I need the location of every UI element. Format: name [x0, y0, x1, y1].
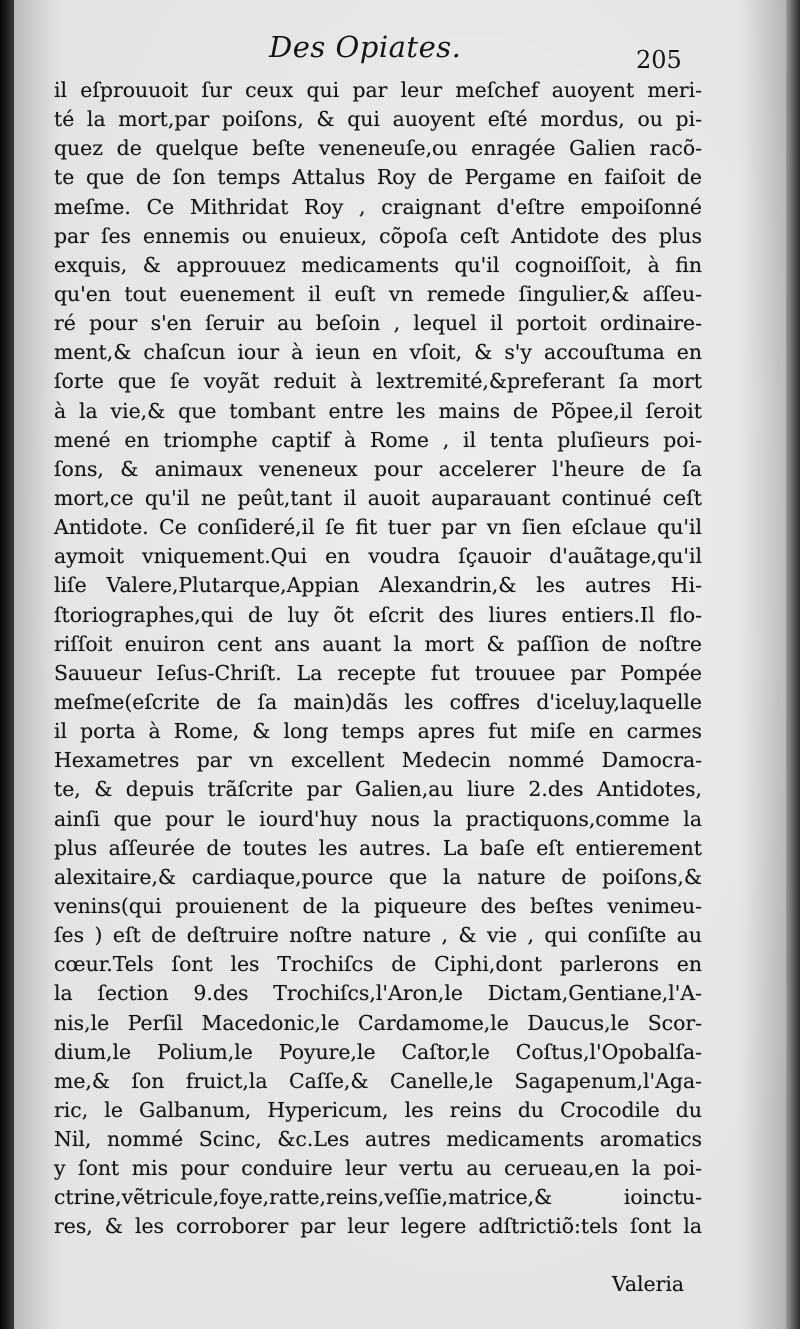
- text-line: cœur.Tels ſont les Trochiſcs de Ciphi,dont parlerons en: [54, 952, 702, 977]
- text-line: res, & les corroborer par leur legere adſtrictiõ:tels ſont la: [54, 1214, 702, 1239]
- text-line: ſons, & animaux veneneux pour accelerer l'heure de ſa: [54, 456, 702, 481]
- text-line: ſes ) eſt de deſtruire noſtre nature , & vie , qui conſiſte au: [54, 923, 702, 948]
- text-line: ainſi que pour le iourd'huy nous la practiquons,comme la: [54, 806, 702, 831]
- book-edge-right: [786, 0, 800, 1329]
- text-line: ſorte que ſe voyãt reduit à lextremité,&preferant ſa mort: [54, 369, 702, 394]
- text-line: aymoit vniquement.Qui en voudra ſçauoir d'auãtage,qu'il: [54, 544, 702, 569]
- running-head: Des Opiates.: [269, 30, 462, 64]
- book-gutter-left: [0, 0, 14, 1329]
- text-line: meſme. Ce Mithridat Roy , craignant d'eſtre empoiſonné: [54, 194, 702, 219]
- text-line: te que de ſon temps Attalus Roy de Pergame en faiſoit de: [54, 165, 702, 190]
- text-line: venins(qui prouienent de la piqueure des beſtes venimeu-: [54, 893, 702, 918]
- text-line: Sauueur Ieſus-Chriſt. La recepte fut trouuee par Pompée: [54, 660, 702, 685]
- text-line: té la mort,par poiſons, & qui auoyent eſté mordus, ou pi-: [54, 107, 702, 132]
- text-line: ſtoriographes,qui de luy õt eſcrit des liures entiers.Il flo-: [54, 602, 702, 627]
- text-line: ré pour s'en ſeruir au beſoin , lequel il portoit ordinaire-: [54, 311, 702, 336]
- page-header: [14, 30, 786, 74]
- text-line: quez de quelque beſte veneneuſe,ou enragée Galien racõ-: [54, 136, 702, 161]
- book-page: [14, 0, 786, 1329]
- text-line: la ſection 9.des Trochiſcs,l'Aron,le Dictam,Gentiane,l'A-: [54, 981, 702, 1006]
- text-line: il eſprouuoit ſur ceux qui par leur meſchef auoyent meri-: [54, 78, 702, 102]
- page-number: 205: [636, 46, 682, 74]
- text-line: alexitaire,& cardiaque,pource que la nature de poiſons,&: [54, 864, 702, 889]
- text-line: à la vie,& que tombant entre les mains de Põpee,il ſeroit: [54, 398, 702, 423]
- text-line: ric, le Galbanum, Hypericum, les reins du Crocodile du: [54, 1097, 702, 1122]
- text-line: me,& ſon fruict,la Caſſe,& Canelle,le Sagapenum,l'Aga-: [54, 1068, 702, 1093]
- text-line: il porta à Rome, & long temps apres fut miſe en carmes: [54, 719, 702, 744]
- catchword: Valeria: [612, 1272, 685, 1296]
- text-line: par ſes ennemis ou enuieux, cõpoſa ceſt Antidote des plus: [54, 223, 702, 248]
- text-line: qu'en tout euenement il euſt vn remede ſingulier,& aſſeu-: [54, 281, 702, 306]
- text-line: nis,le Perſil Macedonic,le Cardamome,le Daucus,le Scor-: [54, 1010, 702, 1035]
- text-line: te, & depuis trãſcrite par Galien,au liure 2.des Antidotes,: [54, 777, 702, 802]
- text-line: mort,ce qu'il ne peût,tant il auoit auparauant continué ceſt: [54, 485, 702, 510]
- text-line: dium,le Polium,le Poyure,le Caſtor,le Coſtus,l'Opobalſa-: [54, 1039, 702, 1064]
- text-line: riſſoit enuiron cent ans auant la mort & paſſion de noſtre: [54, 631, 702, 656]
- body-text: [54, 76, 702, 1242]
- text-line: plus aſſeurée de toutes les autres. La baſe eſt entierement: [54, 835, 702, 860]
- text-line: Nil, nommé Scinc, &c.Les autres medicaments aromatics: [54, 1127, 702, 1152]
- text-line: ctrine,vẽtricule,foye,ratte,reins,veſſie,matrice,& ioinctu-: [54, 1185, 702, 1210]
- text-line: exquis, & approuuez medicaments qu'il cognoiſſoit, à fin: [54, 252, 702, 277]
- text-line: y ſont mis pour conduire leur vertu au cerueau,en la poi-: [54, 1156, 702, 1181]
- text-line: liſe Valere,Plutarque,Appian Alexandrin,& les autres Hi-: [54, 573, 702, 598]
- text-line: Hexametres par vn excellent Medecin nommé Damocra-: [54, 748, 702, 773]
- text-line: meſme(eſcrite de ſa main)dãs les coffres d'iceluy,laquelle: [54, 689, 702, 714]
- text-line: Antidote. Ce conſideré,il ſe fit tuer par vn ſien eſclaue qu'il: [54, 515, 702, 540]
- text-line: mené en triomphe captif à Rome , il tenta pluſieurs poi-: [54, 427, 702, 452]
- text-line: ment,& chaſcun iour à ieun en vſoit, & s'y accouſtuma en: [54, 340, 702, 365]
